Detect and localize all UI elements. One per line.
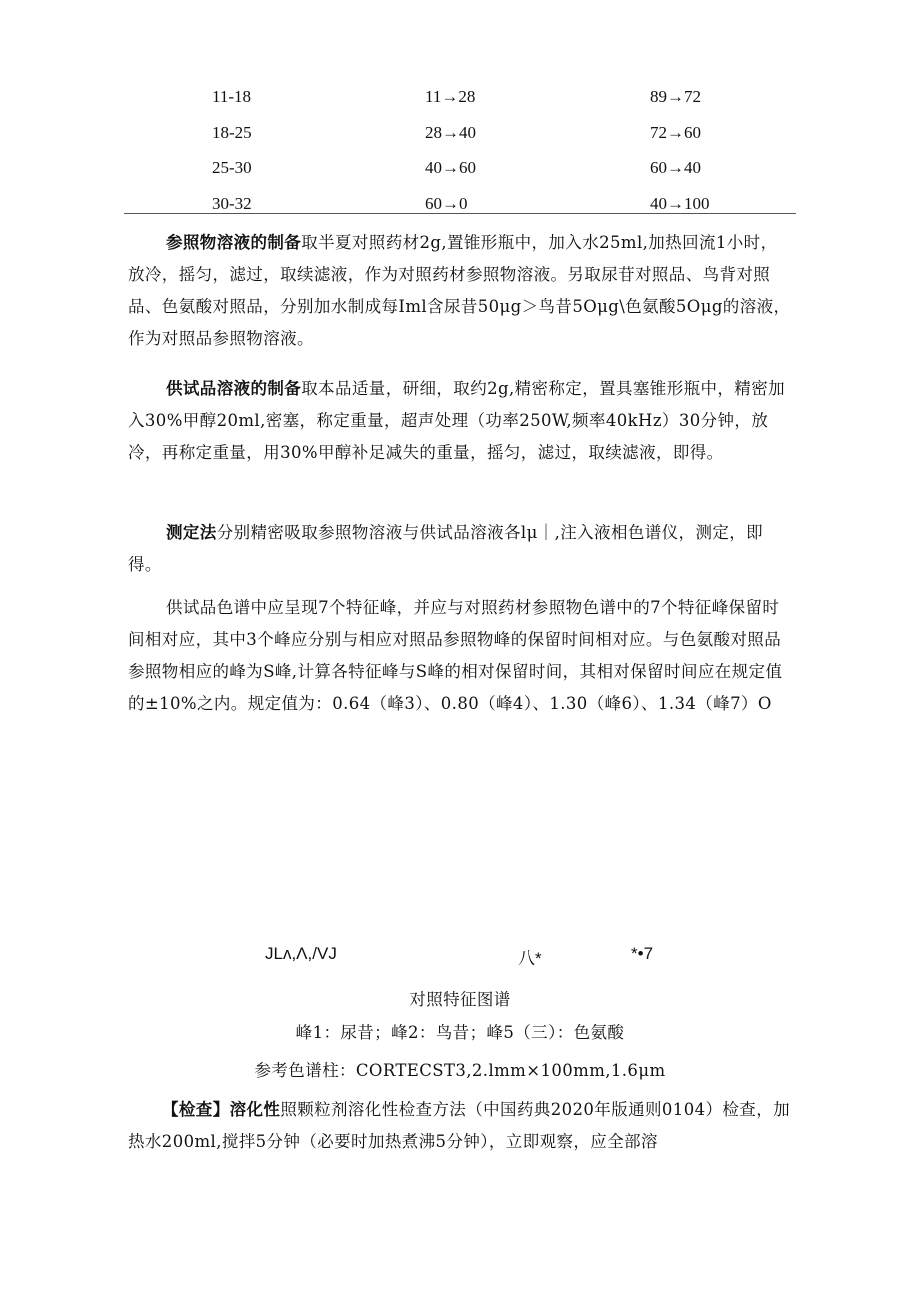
inspection-bracket: 【检查】 bbox=[162, 1100, 230, 1119]
phase-b-cell: 72→60 bbox=[650, 122, 701, 142]
chromatogram-figure-labels bbox=[0, 944, 920, 974]
solubility-heading: 溶化性 bbox=[229, 1100, 281, 1119]
result-text: 供试品色谱中应呈现7个特征峰，并应与对照药材参照物色谱中的7个特征峰保留时间相对应，其中3个峰应分别与相应对照品参照物峰的保留时间相对应。与色氨酸对照品参照物相应的峰为S峰,计算各特征峰与S峰的相对保留时间，其相对保留时间应在规定值的±10%之内。规定值为：0.64（峰3）、0.80（峰4）、1.30（峰6）、1.34（峰7）O bbox=[128, 598, 783, 713]
ref-solution-heading: 参照物溶液的制备 bbox=[166, 233, 302, 252]
phase-a-cell: 40→60 bbox=[425, 158, 476, 177]
table-row bbox=[124, 120, 796, 156]
phase-b-cell: 60→40 bbox=[650, 158, 701, 177]
phase-a-cell: 60→0 bbox=[425, 193, 468, 213]
test-solution-paragraph bbox=[128, 373, 794, 469]
inspection-paragraph bbox=[128, 1094, 794, 1158]
phase-a-cell: 28→40 bbox=[425, 122, 476, 142]
time-cell: 11-18 bbox=[212, 87, 252, 106]
table-row bbox=[124, 84, 796, 120]
figure-caption: 对照特征图谱 bbox=[409, 990, 511, 1009]
time-cell: 25-30 bbox=[212, 158, 252, 177]
result-paragraph bbox=[128, 592, 794, 720]
phase-b-cell: 89→72 bbox=[650, 87, 701, 106]
time-cell: 18-25 bbox=[212, 122, 252, 142]
table-bottom-rule bbox=[124, 213, 796, 214]
figure-label: 八* bbox=[518, 949, 542, 968]
inspection-text: 照颗粒剂溶化性检查方法（中国药典2020年版通则0104）检查，加热水200ml,搅拌5分钟（必要时加热煮沸5分钟），立即观察，应全部溶 bbox=[128, 1100, 790, 1151]
test-solution-heading: 供试品溶液的制备 bbox=[166, 379, 302, 398]
time-cell: 30-32 bbox=[212, 193, 252, 213]
method-text: 分别精密吸取参照物溶液与供试品溶液各lμ｜,注入液相色谱仪，测定，即得。 bbox=[128, 523, 764, 574]
peak-legend: 峰1：尿昔；峰2：鸟昔；峰5（三）：色氨酸 bbox=[295, 1023, 625, 1042]
ref-solution-text: 取半夏对照药材2g,置锥形瓶中，加入水25ml,加热回流1小时，放冷，摇匀，滤过，取续滤液，作为对照药材参照物溶液。另取尿苷对照品、鸟背对照品、色氨酸对照品，分别加水制成每Iml含尿昔50μg＞鸟昔5Oμg\色氨酸5Oμg的溶液，作为对照品参照物溶液。 bbox=[128, 233, 791, 348]
table-row bbox=[124, 155, 796, 191]
phase-a-cell: 11→28 bbox=[425, 87, 476, 106]
ref-solution-paragraph bbox=[128, 227, 794, 355]
test-solution-text: 取本品适量，研细，取约2g,精密称定，置具塞锥形瓶中，精密加入30%甲醇20ml,密塞，称定重量，超声处理（功率250W,频率40kHz）30分钟，放冷，再称定重量，用30%甲醇补足减失的重量，摇匀，滤过，取续滤液，即得。 bbox=[128, 379, 786, 462]
figure-label: *•7 bbox=[631, 944, 654, 963]
table-row bbox=[124, 191, 796, 227]
gradient-table bbox=[124, 84, 796, 226]
column-spec: 参考色谱柱：CORTECST3,2.lmm×100mm,1.6μm bbox=[254, 1061, 666, 1080]
method-paragraph bbox=[128, 517, 794, 581]
method-heading: 测定法 bbox=[166, 523, 217, 542]
figure-label: JLʌ,Λ,/VJ bbox=[265, 944, 337, 963]
phase-b-cell: 40→100 bbox=[650, 193, 710, 213]
